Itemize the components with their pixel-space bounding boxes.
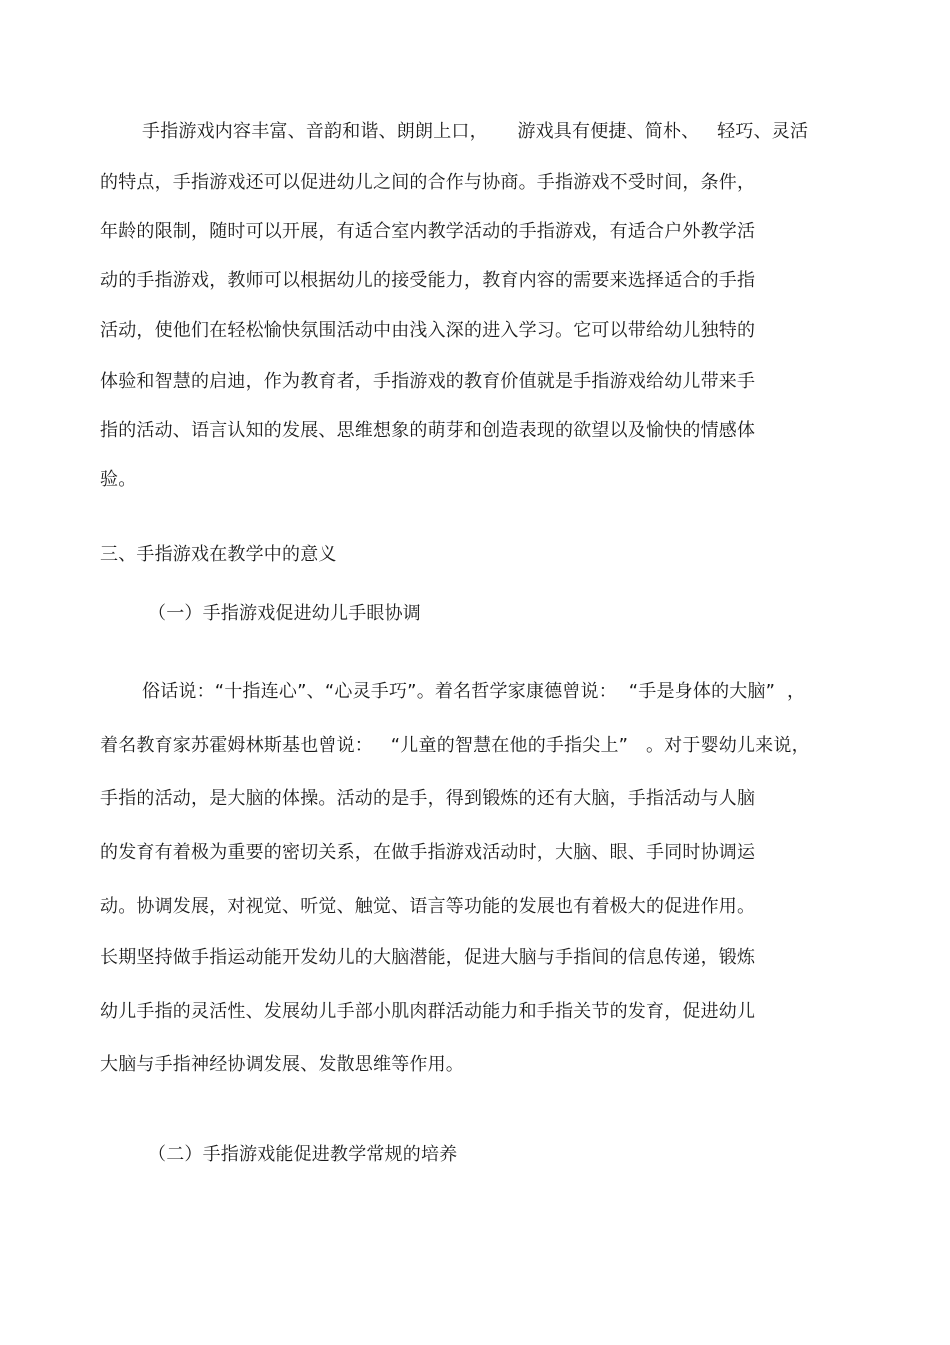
paragraph-1-line-6: 体验和智慧的启迪，作为教育者，手指游戏的教育价值就是手指游戏给幼儿带来手 [100, 371, 756, 392]
paragraph-2-line-4: 的发育有着极为重要的密切关系，在做手指游戏活动时，大脑、眼、手同时协调运 [100, 842, 756, 863]
paragraph-2-line-2: 着名教育家苏霍姆林斯基也曾说： “儿童的智慧在他的手指尖上” 。对于婴幼儿来说， [100, 735, 810, 756]
paragraph-1-line-3: 年龄的限制，随时可以开展，有适合室内教学活动的手指游戏，有适合户外教学活 [100, 221, 756, 242]
paragraph-2-line-7: 幼儿手指的灵活性、发展幼儿手部小肌肉群活动能力和手指关节的发育，促进幼儿 [100, 1001, 756, 1022]
paragraph-2-line-3: 手指的活动，是大脑的体操。活动的是手，得到锻炼的还有大脑，手指活动与人脑 [100, 788, 756, 809]
paragraph-2-line-1: 俗话说：“十指连心”、“心灵手巧”。着名哲学家康德曾说： “手是身体的大脑” ， [142, 681, 806, 702]
paragraph-1-line-1: 手指游戏内容丰富、音韵和谐、朗朗上口， 游戏具有便捷、简朴、 轻巧、灵活 [142, 121, 809, 142]
paragraph-1-line-7: 指的活动、语言认知的发展、思维想象的萌芽和创造表现的欲望以及愉快的情感体 [100, 420, 756, 441]
paragraph-1-line-4: 动的手指游戏，教师可以根据幼儿的接受能力，教育内容的需要来选择适合的手指 [100, 270, 756, 291]
subsection-2-heading: （二）手指游戏能促进教学常规的培养 [148, 1144, 458, 1165]
paragraph-1-line-8: 验。 [100, 469, 137, 490]
paragraph-2-line-6: 长期坚持做手指运动能开发幼儿的大脑潜能，促进大脑与手指间的信息传递，锻炼 [100, 947, 756, 968]
paragraph-2-line-8: 大脑与手指神经协调发展、发散思维等作用。 [100, 1054, 464, 1075]
paragraph-2-line-5: 动。协调发展，对视觉、听觉、触觉、语言等功能的发展也有着极大的促进作用。 [100, 896, 756, 917]
subsection-1-heading: （一）手指游戏促进幼儿手眼协调 [148, 603, 421, 624]
paragraph-1-line-2: 的特点，手指游戏还可以促进幼儿之间的合作与协商。手指游戏不受时间，条件， [100, 172, 756, 193]
section-heading: 三、手指游戏在教学中的意义 [100, 544, 337, 565]
paragraph-1-line-5: 活动，使他们在轻松愉快氛围活动中由浅入深的进入学习。它可以带给幼儿独特的 [100, 320, 756, 341]
